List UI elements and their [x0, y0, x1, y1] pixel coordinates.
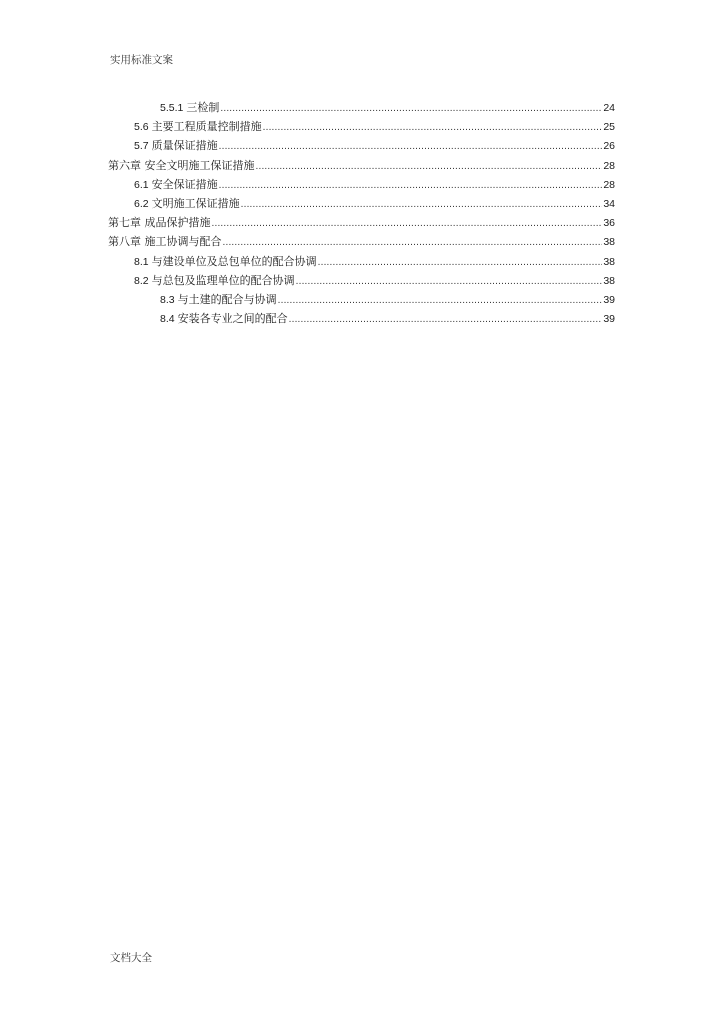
toc-leader-dots — [220, 99, 602, 118]
toc-entry-number: 8.1 — [134, 255, 149, 268]
toc-entry-title: 质量保证措施 — [151, 139, 218, 153]
toc-leader-dots — [212, 214, 603, 233]
page-header: 实用标准文案 — [110, 54, 173, 66]
toc-entry[interactable] — [108, 271, 615, 290]
toc-leader-dots — [241, 195, 603, 214]
toc-entry-title: 安装各专业之间的配合 — [177, 312, 288, 326]
toc-chapter-entry[interactable] — [108, 156, 615, 175]
toc-entry-page: 25 — [603, 121, 615, 134]
toc-entry[interactable] — [108, 98, 615, 117]
toc-leader-dots — [223, 233, 603, 252]
toc-entry-page: 39 — [603, 293, 615, 306]
toc-entry-page: 36 — [603, 217, 615, 230]
toc-leader-dots — [318, 253, 603, 272]
toc-entry-number: 8.3 — [160, 293, 175, 306]
toc-chapter-entry[interactable] — [108, 232, 615, 251]
toc-entry-number: 8.2 — [134, 274, 149, 287]
toc-entry-title: 第七章 成品保护措施 — [108, 216, 211, 230]
toc-entry[interactable] — [108, 252, 615, 271]
toc-entry-number: 5.7 — [134, 140, 149, 153]
toc-entry[interactable] — [108, 117, 615, 136]
page-footer: 文档大全 — [110, 952, 152, 964]
toc-entry-number: 6.2 — [134, 197, 149, 210]
toc-entry-page: 28 — [603, 178, 615, 191]
toc-entry-page: 24 — [603, 102, 615, 114]
toc-entry[interactable] — [108, 290, 615, 309]
toc-entry-title: 安全保证措施 — [151, 177, 218, 191]
toc-leader-dots — [256, 157, 603, 176]
toc-entry[interactable] — [108, 136, 615, 155]
toc-entry-number: 8.4 — [160, 313, 175, 326]
toc-entry-title: 主要工程质量控制措施 — [151, 120, 262, 134]
toc-leader-dots — [263, 118, 603, 137]
toc-leader-dots — [219, 176, 603, 195]
toc-entry-title: 第八章 施工协调与配合 — [108, 235, 222, 249]
toc-entry-page: 26 — [603, 140, 615, 153]
toc-entry-page: 34 — [603, 197, 615, 210]
toc-entry-title: 文明施工保证措施 — [151, 196, 240, 210]
toc-entry-page: 39 — [603, 313, 615, 326]
toc-leader-dots — [278, 291, 603, 310]
toc-entry-title: 与土建的配合与协调 — [177, 292, 277, 306]
toc-entry[interactable] — [108, 309, 615, 328]
toc-entry-page: 38 — [603, 236, 615, 249]
toc-entry-page: 38 — [603, 274, 615, 287]
toc-entry-number: 5.6 — [134, 121, 149, 134]
table-of-contents — [108, 98, 615, 328]
toc-entry-title: 与建设单位及总包单位的配合协调 — [151, 254, 317, 268]
toc-entry[interactable] — [108, 194, 615, 213]
toc-entry-number: 5.5.1 — [160, 102, 184, 114]
toc-entry-title: 与总包及监理单位的配合协调 — [151, 273, 295, 287]
toc-entry-page: 38 — [603, 255, 615, 268]
toc-entry-title: 第六章 安全文明施工保证措施 — [108, 158, 255, 172]
toc-chapter-entry[interactable] — [108, 213, 615, 232]
toc-entry-number: 6.1 — [134, 178, 149, 191]
toc-leader-dots — [219, 137, 603, 156]
toc-entry-page: 28 — [603, 159, 615, 172]
toc-leader-dots — [296, 272, 603, 291]
toc-entry-title: 三检制 — [186, 101, 220, 114]
toc-leader-dots — [289, 310, 603, 329]
toc-entry[interactable] — [108, 175, 615, 194]
